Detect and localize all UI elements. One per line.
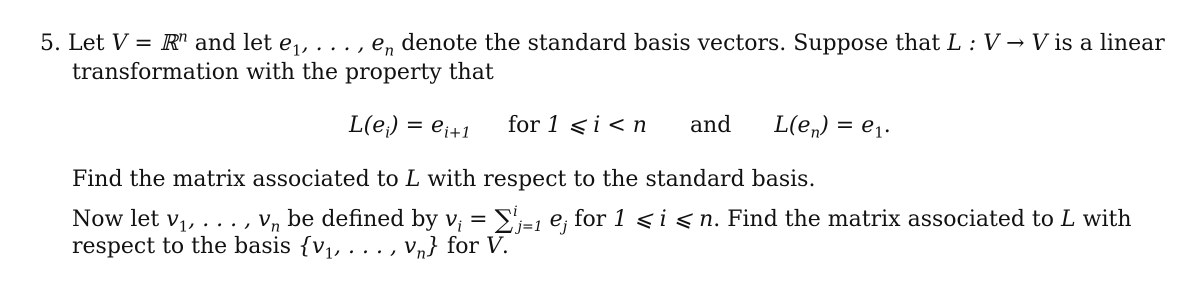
equation-lhs-2: $L(e_n) = e_1$ <box>774 113 884 142</box>
math-v-equals-rn: V = ℝ$^n$ <box>111 27 188 56</box>
problem-statement-line-2: transformation with the property that <box>72 60 494 85</box>
problem-number: 5. <box>40 31 61 56</box>
display-equation <box>349 112 891 140</box>
text-let: Let <box>68 31 105 56</box>
question-2-line-1: Now let $v_1$, . . . , $v_n$ be defined by $v_i = \sum^i_{j=1}$ $e_j$ for 1 ⩽ i ⩽ n. Find the matrix associated to L with <box>72 204 1132 236</box>
equation-condition: 1 ⩽ i < n <box>546 113 647 138</box>
equation-for-text: for <box>507 113 540 138</box>
text-is-linear: is a linear <box>1054 31 1165 56</box>
question-2-line-2: respect to the basis {$v_1$, . . . , $v_n$} for V. <box>72 234 509 263</box>
question-1: Find the matrix associated to L with respect to the standard basis. <box>72 167 816 192</box>
equation-lhs-1: $L(e_i) = e_{i+1}$ <box>349 113 471 142</box>
summation-symbol: ∑ <box>494 205 514 235</box>
math-basis-list: $e_1$, . . . , $e_n$ <box>279 31 395 60</box>
text-denote-basis: denote the standard basis vectors. Suppose that <box>401 31 941 56</box>
math-linear-map: L : V → V <box>947 31 1048 56</box>
equation-period: . <box>883 113 891 138</box>
equation-and-text: and <box>689 113 732 138</box>
text-and-let: and let <box>194 31 273 56</box>
problem-statement-line-1 <box>40 27 1165 60</box>
